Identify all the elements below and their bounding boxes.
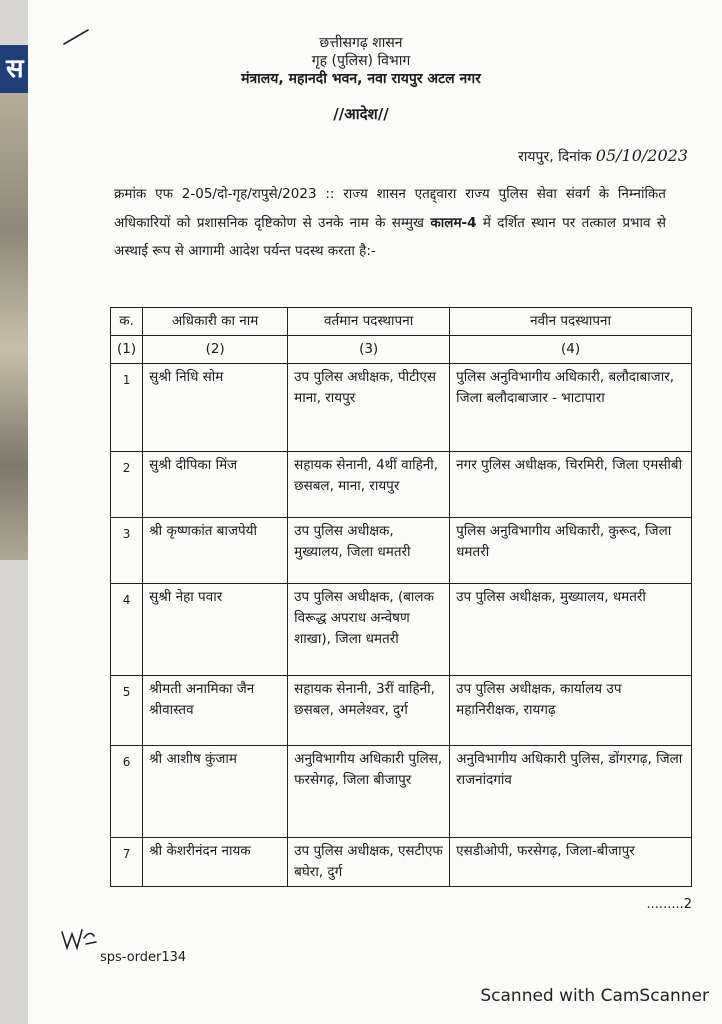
row-serial: 5: [111, 676, 143, 746]
table-row: [111, 584, 692, 676]
row-serial: 1: [111, 364, 143, 452]
handwritten-initials-icon: [60, 924, 100, 954]
row-current-posting: उप पुलिस अधीक्षक, (बालक विरूद्ध अपराध अन्वेषण शाखा), जिला धमतरी: [288, 584, 450, 676]
order-paragraph-part1: क्रमांक एफ 2-05/दो-गृह/रापुसे/2023 :: राज्य शासन एतद्द्वारा राज्य पुलिस सेवा संवर्ग के निम्नांकित अधिकारियों को प्रशासनिक दृष्टिकोण से उनके नाम के सम्मुख: [114, 186, 666, 231]
row-officer-name: सुश्री दीपिका मिंज: [143, 452, 288, 518]
table-row: [111, 838, 692, 887]
row-current-posting: उप पुलिस अधीक्षक, मुख्यालय, जिला धमतरी: [288, 518, 450, 584]
edge-photo-strip: [0, 90, 28, 560]
row-serial: 4: [111, 584, 143, 676]
index-cell: (3): [288, 336, 450, 364]
table-row: [111, 452, 692, 518]
row-serial: 2: [111, 452, 143, 518]
header-government: छत्तीसगढ़ शासन: [319, 35, 403, 51]
document-reference: sps-order134: [100, 950, 187, 965]
table-row: [111, 746, 692, 838]
row-current-posting: उप पुलिस अधीक्षक, एसटीएफ बघेरा, दुर्ग: [288, 838, 450, 887]
date-line: [518, 146, 688, 166]
order-paragraph-part2: में दर्शित स्थान पर तत्काल प्रभाव से अस्थाई रूप से आगामी आदेश पर्यन्त पदस्थ करता है:-: [114, 214, 667, 259]
posting-table: [110, 307, 692, 887]
edge-banner: स: [0, 45, 28, 93]
table-row: [111, 518, 692, 584]
date-value: 05/10/2023: [595, 146, 688, 165]
order-paragraph-bold: कालम-4: [430, 214, 477, 231]
order-paragraph: [114, 180, 666, 266]
header-new-posting: नवीन पदस्थापना: [450, 308, 692, 336]
header-officer-name: अधिकारी का नाम: [143, 308, 288, 336]
row-officer-name: श्री कृष्णकांत बाजपेयी: [143, 518, 288, 584]
scanner-watermark: Scanned with CamScanner: [480, 986, 709, 1006]
row-serial: 7: [111, 838, 143, 887]
index-cell: (2): [143, 336, 288, 364]
table-index-row: [111, 336, 692, 364]
row-new-posting: उप पुलिस अधीक्षक, कार्यालय उप महानिरीक्षक, रायगढ़: [450, 676, 692, 746]
row-officer-name: श्री आशीष कुंजाम: [143, 746, 288, 838]
header-department: गृह (पुलिस) विभाग: [311, 53, 411, 69]
date-label: रायपुर, दिनांक: [518, 149, 592, 165]
table-row: [111, 364, 692, 452]
row-serial: 3: [111, 518, 143, 584]
order-title: //आदेश//: [333, 105, 389, 123]
row-new-posting: एसडीओपी, फरसेगढ़, जिला-बीजापुर: [450, 838, 692, 887]
row-current-posting: सहायक सेनानी, 3रीं वाहिनी, छसबल, अमलेश्वर, दुर्ग: [288, 676, 450, 746]
row-current-posting: अनुविभागीय अधिकारी पुलिस, फरसेगढ़, जिला बीजापुर: [288, 746, 450, 838]
row-new-posting: नगर पुलिस अधीक्षक, चिरमिरी, जिला एमसीबी: [450, 452, 692, 518]
index-cell: (1): [111, 336, 143, 364]
row-new-posting: पुलिस अनुविभागीय अधिकारी, बलौदाबाजार, जिला बलौदाबाजार - भाटापारा: [450, 364, 692, 452]
row-officer-name: श्री केशरीनंदन नायक: [143, 838, 288, 887]
index-cell: (4): [450, 336, 692, 364]
row-new-posting: पुलिस अनुविभागीय अधिकारी, कुरूद, जिला धमतरी: [450, 518, 692, 584]
row-officer-name: श्रीमती अनामिका जैन श्रीवास्तव: [143, 676, 288, 746]
row-officer-name: सुश्री निधि सोम: [143, 364, 288, 452]
table-row: [111, 676, 692, 746]
left-edge-background: [0, 0, 28, 1024]
continuation-marker: .........2: [646, 897, 692, 912]
header-serial: क.: [111, 308, 143, 336]
row-serial: 6: [111, 746, 143, 838]
row-new-posting: उप पुलिस अधीक्षक, मुख्यालय, धमतरी: [450, 584, 692, 676]
row-current-posting: उप पुलिस अधीक्षक, पीटीएस माना, रायपुर: [288, 364, 450, 452]
row-new-posting: अनुविभागीय अधिकारी पुलिस, डोंगरगढ़, जिला राजनांदगांव: [450, 746, 692, 838]
header-current-posting: वर्तमान पदस्थापना: [288, 308, 450, 336]
row-officer-name: सुश्री नेहा पवार: [143, 584, 288, 676]
row-current-posting: सहायक सेनानी, 4थीं वाहिनी, छसबल, माना, रायपुर: [288, 452, 450, 518]
table-header-row: [111, 308, 692, 336]
header-address: मंत्रालय, महानदी भवन, नवा रायपुर अटल नगर: [241, 71, 481, 87]
